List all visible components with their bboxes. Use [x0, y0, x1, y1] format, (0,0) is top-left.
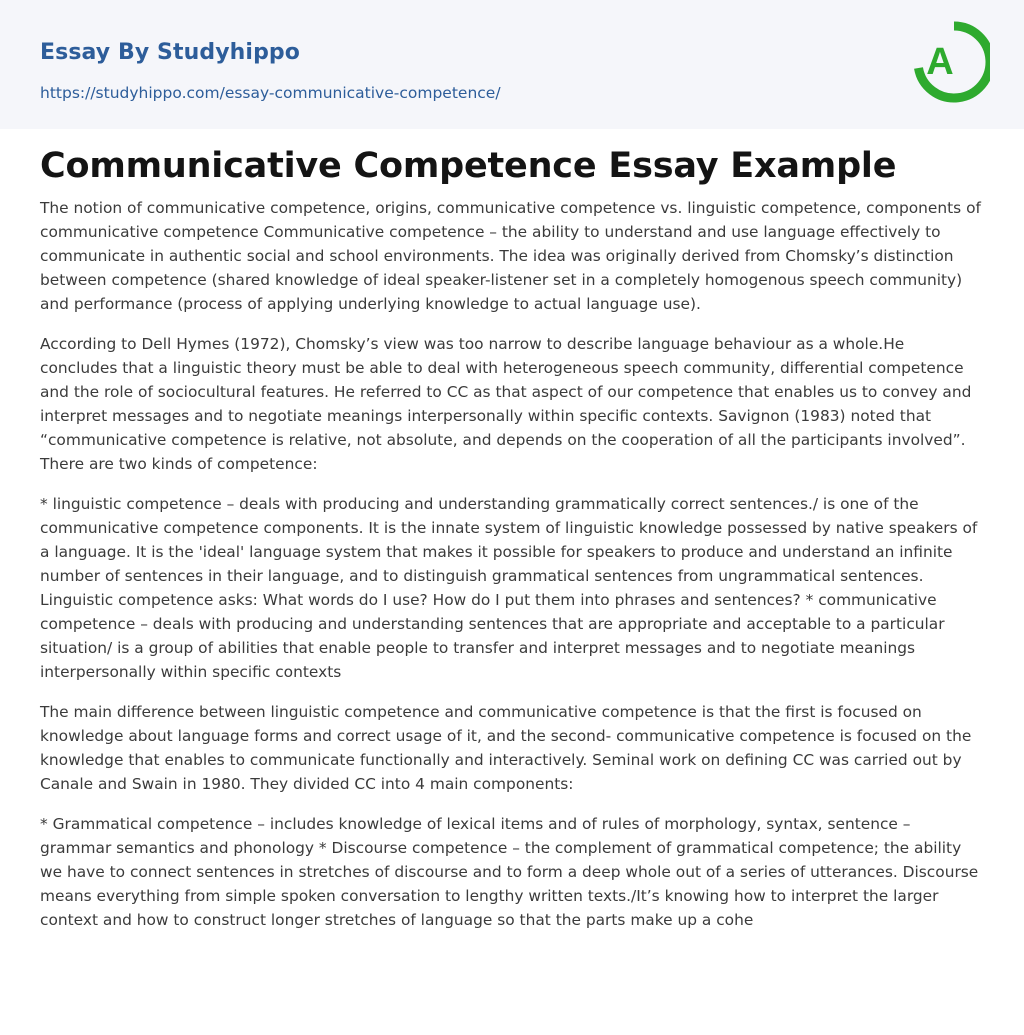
studyhippo-logo-icon[interactable] — [910, 18, 990, 106]
essay-title: Communicative Competence Essay Example — [40, 146, 897, 186]
essay-url-link[interactable]: https://studyhippo.com/essay-communicative-competence/ — [40, 84, 501, 102]
essay-paragraph: The notion of communicative competence, origins, communicative competence vs. linguistic competence, components of communicative competence Communicative competence – the ability to understand and use language effectively to communicate in authentic social and school environments. The idea was originally derived from Chomsky’s distinction between competence (shared knowledge of ideal speaker-listener set in a completely homogenous speech community) and performance (process of applying underlying knowledge to actual language use). — [40, 199, 981, 313]
essay-paragraph: * Grammatical competence – includes knowledge of lexical items and of rules of morphology, syntax, sentence – grammar semantics and phonology * Discourse competence – the complement of grammatical competence; the ability we have to connect sentences in stretches of discourse and to form a deep whole out of a series of utterances. Discourse means everything from simple spoken conversation to lengthy written texts./It’s knowing how to interpret the larger context and how to construct longer stretches of language so that the parts make up a cohe — [40, 815, 979, 929]
essay-paragraph: * linguistic competence – deals with producing and understanding grammatically correct sentences./ is one of the communicative competence components. It is the innate system of linguistic knowledge possessed by native speakers of a language. It is the 'ideal' language system that makes it possible for speakers to produce and understand an infinite number of sentences in their language, and to distinguish grammatical sentences from ungrammatical sentences. Linguistic competence asks: What words do I use? How do I put them into phrases and sentences? * communicative competence – deals with producing and understanding sentences that are appropriate and acceptable to a particular situation/ is a group of abilities that enable people to transfer and interpret messages and to negotiate meanings interpersonally within specific contexts — [40, 495, 978, 681]
essay-paragraph: The main difference between linguistic competence and communicative competence is that the first is focused on knowledge about language forms and correct usage of it, and the second- communicative competence is focused on the knowledge that enables to communicate functionally and interactively. Seminal work on defining CC was carried out by Canale and Swain in 1980. They divided CC into 4 main components: — [40, 703, 972, 793]
logo-letter: A — [926, 41, 954, 83]
site-header — [0, 0, 1024, 129]
essay-body — [40, 196, 984, 948]
site-brand[interactable]: Essay By Studyhippo — [40, 40, 300, 65]
essay-paragraph: According to Dell Hymes (1972), Chomsky’s view was too narrow to describe language behaviour as a whole.He concludes that a linguistic theory must be able to deal with heterogeneous speech community, differential competence and the role of sociocultural features. He referred to CC as that aspect of our competence that enables us to convey and interpret messages and to negotiate meanings interpersonally within specific contexts. Savignon (1983) noted that “communicative competence is relative, not absolute, and depends on the cooperation of all the participants involved”. There are two kinds of competence: — [40, 335, 972, 473]
